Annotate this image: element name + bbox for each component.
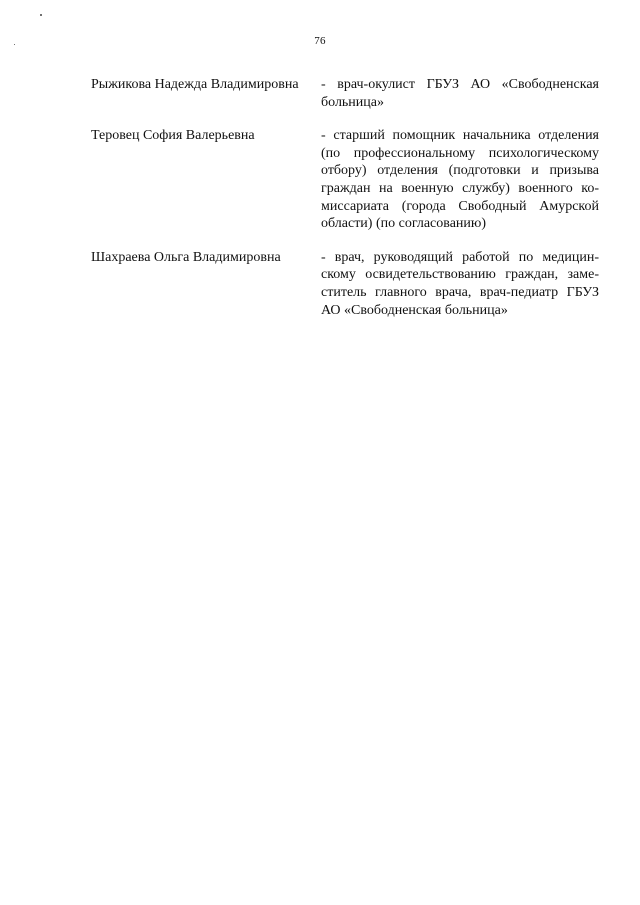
role-line: миссариата (города Свободный Амурской <box>321 198 599 214</box>
role-line: (по профессиональному психологическому <box>321 145 599 161</box>
role-line: граждан на военную службу) военного ко- <box>321 180 599 196</box>
role-line: - врач, руководящий работой по медицин- <box>321 249 599 265</box>
page-number: 76 <box>314 35 326 47</box>
role-line: АО «Свободненская больница» <box>321 302 508 318</box>
role-line: - старший помощник начальника отделения <box>321 128 599 144</box>
member-name: Шахраева Ольга Владимировна <box>91 249 281 265</box>
role-line: больница» <box>321 94 384 110</box>
role-line: скому освидетельствованию граждан, заме- <box>321 267 599 283</box>
list-item <box>91 127 601 233</box>
list-item <box>91 249 601 319</box>
member-role <box>321 127 599 233</box>
member-name: Теровец София Валерьевна <box>91 128 255 144</box>
member-role <box>321 76 599 111</box>
list-item <box>91 76 601 111</box>
role-line: отбору) отделения (подготовки и призыва <box>321 163 599 179</box>
member-name: Рыжикова Надежда Владимировна <box>91 77 299 92</box>
member-role <box>321 249 599 319</box>
members-list <box>91 76 601 335</box>
role-line: - врач-окулист ГБУЗ АО «Свободненская <box>321 77 599 92</box>
role-line: области) (по согласованию) <box>321 216 487 232</box>
scan-artifact-dot <box>40 14 42 16</box>
role-line: ститель главного врача, врач-педиатр ГБУЗ <box>321 284 599 300</box>
